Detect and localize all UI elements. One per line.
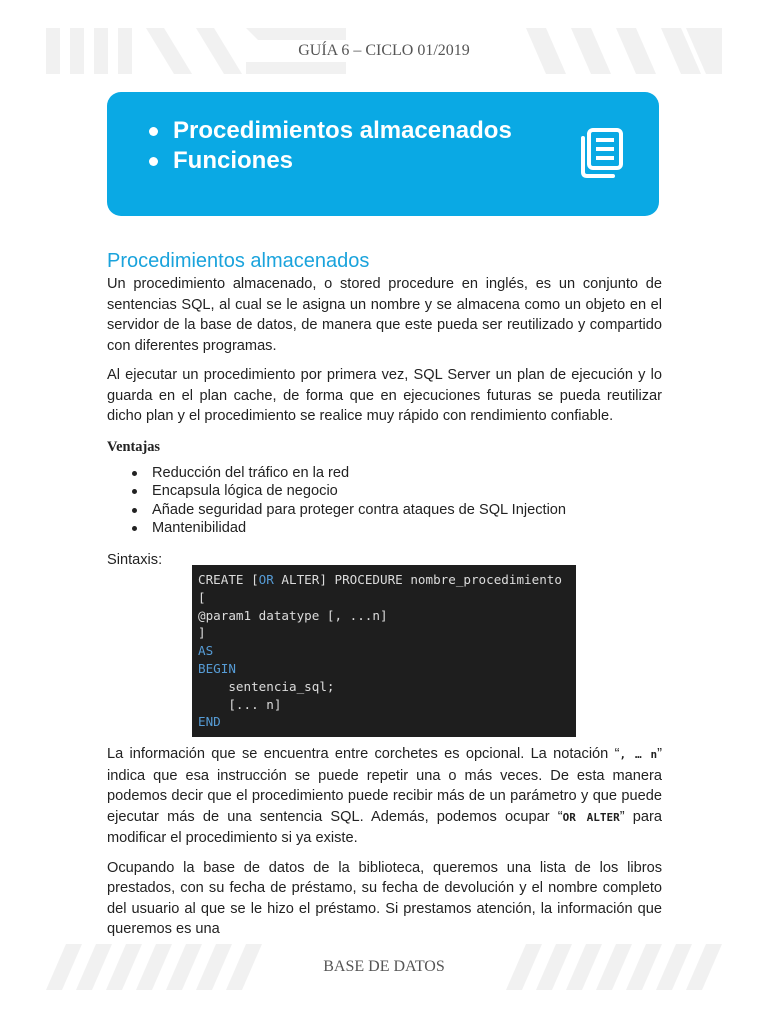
code-line: BEGIN [198,660,236,676]
code-block [192,565,576,737]
topic-banner [107,92,659,216]
or-alter-code: OR ALTER [562,810,620,824]
code-line: [ [198,589,206,605]
code-line: END [198,714,221,730]
main-content [107,248,662,578]
execution-paragraph: Al ejecutar un procedimiento por primera vez, SQL Server un plan de ejecución y lo guarda en el plan cache, de forma que en ejecuciones futuras se pueda reutilizar dicho plan y el procedimiento se realice muy rápido con rendimiento confiable. [107,367,662,424]
explanation-paragraph: La información que se encuentra entre corchetes es opcional. La notación “, … n” indica que esa instrucción se puede repetir una o más veces. De esta manera podemos decir que el procedimiento puede recibir más de un parámetro y que puede ejecutar más de una sentencia SQL. Además, podemos ocupar “OR ALTER” para modificar el procedimiento si ya existe. [107,746,663,846]
topic-item: Funciones [147,146,567,176]
notation-code: , … n [619,748,658,761]
code-line: @param1 datatype [, ...n] [198,607,388,623]
code-line: AS [198,643,214,659]
code-line: [... n] [198,696,282,712]
advantages-list [107,464,662,538]
footer-title: BASE DE DATOS [323,958,445,975]
code-line: sentencia_sql; [198,678,335,694]
topic-list [147,116,567,176]
topic-item: Procedimientos almacenados [147,116,567,146]
lower-content [107,744,662,949]
footer-band [46,944,722,990]
advantage-item: Mantenibilidad [152,519,662,538]
advantage-item: Añade seguridad para proteger contra ataques de SQL Injection [152,501,662,520]
syntax-label: Sintaxis: [107,551,163,568]
final-paragraph: Ocupando la base de datos de la biblioteca, queremos una lista de los libros prestados, con su fecha de préstamo, su fecha de devolución y el nombre completo del usuario al que se le hizo el préstamo. Si prestamos atención, la información que queremos es una [107,859,662,937]
code-line: ] [198,625,206,641]
header-title: GUÍA 6 – CICLO 01/2019 [298,42,470,59]
advantages-title: Ventajas [107,438,161,455]
code-line: CREATE [OR ALTER] PROCEDURE nombre_procedimiento [198,572,562,587]
header-band [46,28,722,74]
document-list-icon [575,124,631,180]
intro-paragraph: Un procedimiento almacenado, o stored procedure en inglés, es un conjunto de sentencias SQL, al cual se le asigna un nombre y se almacena como un objeto en el servidor de la base de datos, de manera que este pueda ser reutilizado y compartido con diferentes programas. [107,276,662,354]
section-heading: Procedimientos almacenados [107,250,370,272]
advantage-item: Reducción del tráfico en la red [152,464,662,483]
advantage-item: Encapsula lógica de negocio [152,482,662,501]
